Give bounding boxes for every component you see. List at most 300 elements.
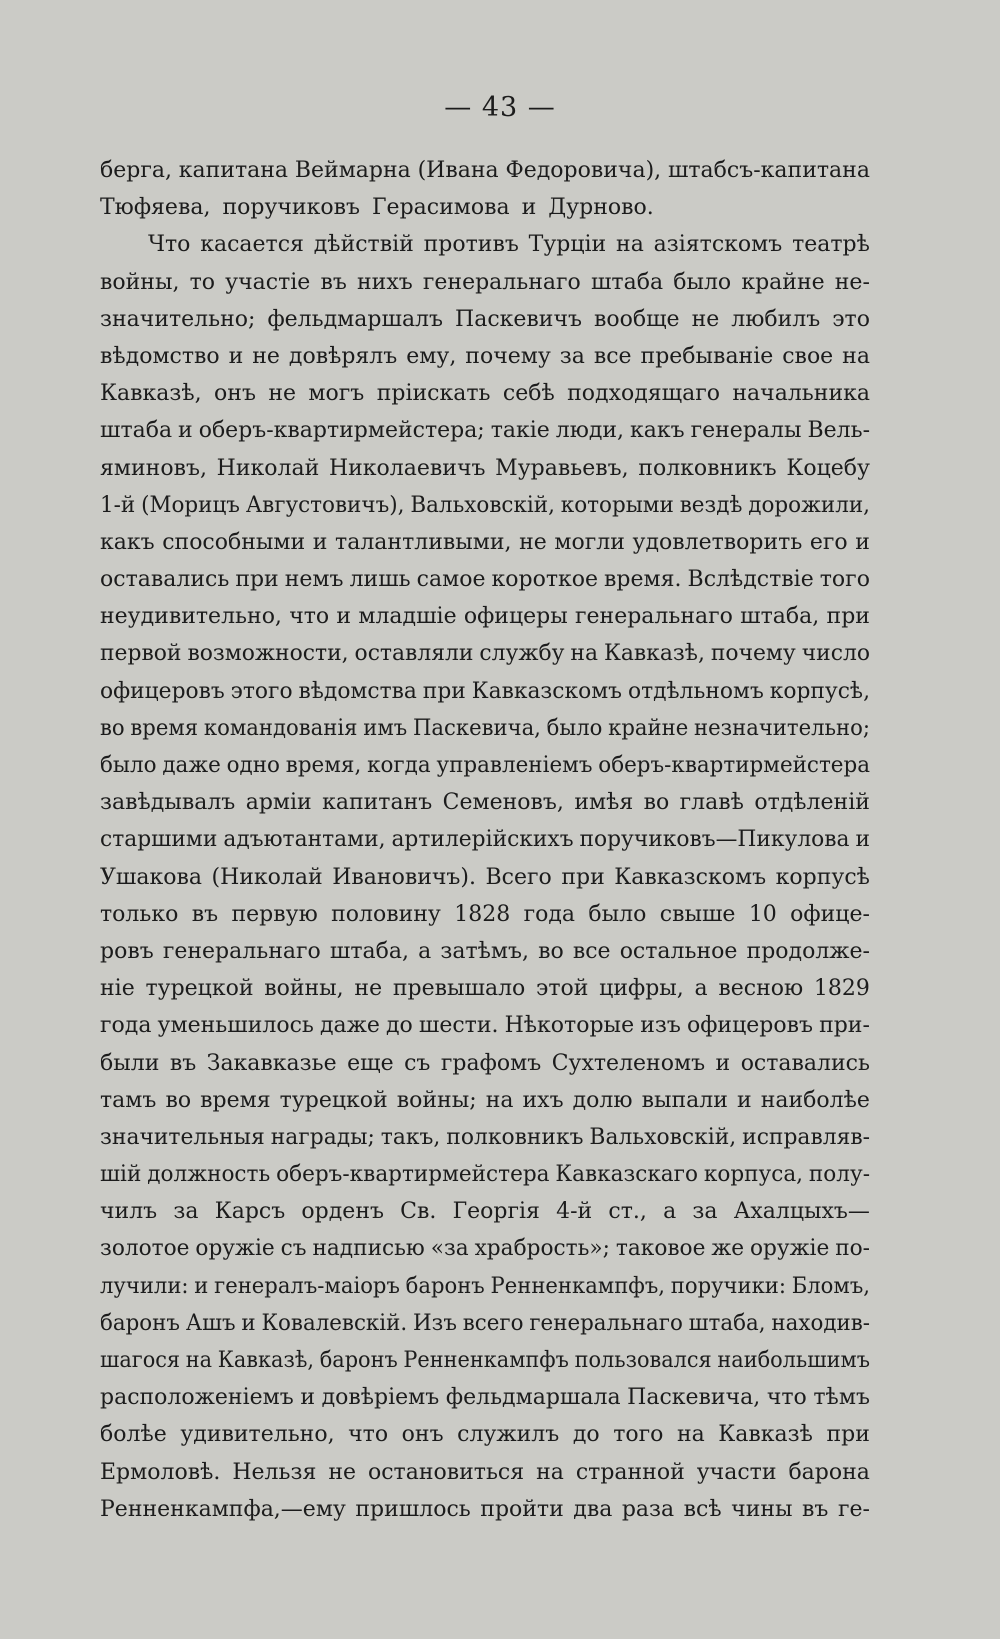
word: поручики: bbox=[670, 1273, 786, 1299]
word: время bbox=[200, 1087, 271, 1113]
word: пройти bbox=[480, 1496, 564, 1522]
word: оружіе bbox=[749, 1236, 830, 1262]
word: войны, bbox=[100, 269, 180, 295]
word: нихъ bbox=[357, 269, 413, 295]
word: Ашъ bbox=[185, 1310, 236, 1336]
word: офицеры bbox=[463, 604, 568, 630]
word: пребываніе bbox=[640, 343, 774, 369]
text-line bbox=[100, 1491, 870, 1528]
word: оставляли bbox=[354, 641, 474, 667]
word: странной bbox=[575, 1459, 685, 1485]
word: офицеровъ bbox=[686, 1013, 813, 1039]
text-line bbox=[100, 561, 870, 598]
word: Паскевича, bbox=[627, 1385, 761, 1411]
word: и bbox=[715, 1050, 731, 1076]
word: не bbox=[268, 381, 297, 407]
text-line bbox=[100, 1193, 870, 1230]
word: ст., bbox=[608, 1199, 647, 1225]
word: же bbox=[711, 1236, 745, 1262]
word: значительныя bbox=[100, 1124, 265, 1150]
word: Ахалцыхъ— bbox=[733, 1199, 870, 1225]
word: арміи bbox=[245, 790, 312, 816]
word: довѣріемъ bbox=[321, 1385, 440, 1411]
word: отдѣленій bbox=[754, 790, 870, 816]
word: оберъ-квартирмейстера; bbox=[198, 418, 485, 444]
word: на bbox=[570, 641, 598, 667]
word: всѣ bbox=[683, 1496, 722, 1522]
word: корпуса, bbox=[703, 1162, 804, 1188]
word: баронъ bbox=[405, 1273, 485, 1299]
word: только bbox=[100, 901, 179, 927]
word: затѣмъ, bbox=[440, 938, 529, 964]
word: войны, bbox=[264, 976, 344, 1002]
word: талантливыми, bbox=[335, 529, 512, 555]
word: онъ bbox=[214, 381, 256, 407]
word: раза bbox=[621, 1496, 675, 1522]
word: «за bbox=[430, 1236, 469, 1262]
word: штаба bbox=[100, 418, 173, 444]
word: 4-й bbox=[556, 1199, 593, 1225]
word: этой bbox=[536, 976, 589, 1002]
word: Нельзя bbox=[232, 1459, 317, 1485]
word: Изъ bbox=[413, 1310, 457, 1336]
word: 1828 bbox=[454, 901, 511, 927]
word: артилерійскихъ bbox=[391, 827, 574, 853]
text-line bbox=[100, 301, 870, 338]
word: Семеновъ, bbox=[442, 790, 564, 816]
word: ему, bbox=[406, 343, 457, 369]
word: Закавказье bbox=[206, 1050, 337, 1076]
word: (Николай bbox=[211, 864, 323, 890]
word: оружіе bbox=[195, 1236, 275, 1262]
word: люди, bbox=[555, 418, 625, 444]
word: яминовъ, bbox=[100, 455, 207, 481]
word: полу- bbox=[808, 1162, 870, 1188]
word: штаба, bbox=[688, 1310, 766, 1336]
word: генеральнаго bbox=[574, 604, 733, 630]
text-line bbox=[100, 1342, 870, 1379]
word: Ренненкампфа,—ему bbox=[100, 1496, 346, 1522]
word: Николаевичъ bbox=[328, 455, 486, 481]
word: первую bbox=[231, 901, 318, 927]
word: продолже- bbox=[746, 938, 870, 964]
word: Ковалевскій. bbox=[261, 1310, 408, 1336]
word: время. bbox=[604, 567, 682, 593]
word: чилъ bbox=[100, 1199, 158, 1225]
word: Бломъ, bbox=[791, 1273, 870, 1299]
text-line bbox=[100, 673, 870, 710]
word: главѣ bbox=[679, 790, 744, 816]
word: два bbox=[573, 1496, 613, 1522]
word: тѣмъ bbox=[813, 1385, 870, 1411]
word: Федоровича), bbox=[505, 158, 662, 183]
word: не bbox=[328, 1459, 357, 1485]
word: года bbox=[523, 901, 576, 927]
word: за bbox=[692, 1199, 718, 1225]
word: Николай bbox=[216, 455, 320, 481]
word: Кавказѣ, bbox=[603, 641, 705, 667]
word: старшими bbox=[100, 827, 218, 853]
word: на bbox=[485, 1087, 514, 1113]
word: Коцебу bbox=[786, 455, 870, 481]
text-line bbox=[100, 784, 870, 821]
word: Кавказскаго bbox=[555, 1162, 698, 1188]
word: храбрость»; bbox=[474, 1236, 610, 1262]
text-line bbox=[100, 1045, 870, 1082]
word: не bbox=[519, 529, 547, 555]
word: и bbox=[241, 1310, 256, 1336]
word: ихъ bbox=[522, 1087, 564, 1113]
word: штаба bbox=[590, 269, 664, 295]
word: генералы bbox=[690, 418, 802, 444]
word: когда bbox=[367, 753, 431, 778]
word: а bbox=[418, 938, 432, 964]
word: дорожили, bbox=[748, 492, 870, 518]
word: полковникъ bbox=[446, 1124, 584, 1150]
word: любилъ bbox=[731, 306, 821, 332]
text-line bbox=[100, 375, 870, 412]
word: офице- bbox=[790, 901, 870, 927]
word: цифры, bbox=[599, 976, 684, 1002]
text-line bbox=[100, 1416, 870, 1453]
word: тамъ bbox=[100, 1087, 157, 1113]
word: при bbox=[826, 1422, 870, 1448]
word: генеральнаго bbox=[529, 1310, 683, 1336]
word: за bbox=[559, 343, 585, 369]
word: штаба, bbox=[329, 938, 409, 964]
word: турецкой bbox=[279, 1087, 388, 1113]
word: въ bbox=[169, 1050, 197, 1076]
word: вѣдомства bbox=[298, 678, 417, 704]
text-line bbox=[100, 1082, 870, 1119]
word: долю bbox=[572, 1087, 633, 1113]
word: Ивановичъ). bbox=[332, 864, 476, 890]
word: немъ bbox=[284, 567, 344, 593]
word: пріискать bbox=[376, 381, 491, 407]
word: наиболѣе bbox=[760, 1087, 870, 1113]
word: при- bbox=[819, 1013, 870, 1039]
word: и bbox=[178, 418, 193, 444]
word: короткое bbox=[491, 567, 599, 593]
word: адъютантами, bbox=[223, 827, 386, 853]
text-line bbox=[100, 450, 870, 487]
word: а bbox=[663, 1199, 677, 1225]
word: и bbox=[300, 1385, 315, 1411]
word: Паскевичъ bbox=[455, 306, 582, 332]
word: корпусѣ, bbox=[769, 678, 870, 704]
text-line bbox=[100, 1454, 870, 1491]
word: оставались bbox=[740, 1050, 870, 1076]
word: этого bbox=[230, 678, 293, 704]
word: Что bbox=[148, 232, 191, 258]
word: незначительно; bbox=[693, 715, 870, 741]
word: не bbox=[691, 306, 720, 332]
word: Вальховскій, bbox=[410, 492, 555, 518]
word: были bbox=[100, 1050, 160, 1076]
word: по- bbox=[835, 1236, 870, 1262]
word: число bbox=[801, 641, 870, 667]
word: 10 bbox=[748, 901, 777, 927]
word: младшіе bbox=[358, 604, 457, 630]
word: въ bbox=[191, 901, 219, 927]
word: генералъ-маіоръ bbox=[214, 1273, 400, 1299]
word: шагося bbox=[100, 1348, 181, 1373]
word: исправляв- bbox=[742, 1124, 870, 1150]
word: что bbox=[289, 604, 330, 630]
word: Тюфяева, bbox=[100, 195, 211, 221]
word: на bbox=[676, 1422, 705, 1448]
word: Георгія bbox=[452, 1199, 540, 1225]
word: онъ bbox=[401, 1422, 444, 1448]
word: превышало bbox=[392, 976, 526, 1002]
word: даже bbox=[319, 1013, 380, 1039]
word: азіятскомъ bbox=[653, 232, 783, 258]
word: до bbox=[386, 1013, 413, 1039]
word: остановиться bbox=[367, 1459, 525, 1485]
word: капитана bbox=[178, 158, 289, 183]
word: того bbox=[613, 1422, 664, 1448]
word: золотое bbox=[100, 1236, 190, 1262]
word: орденъ bbox=[301, 1199, 384, 1225]
word: службу bbox=[479, 641, 565, 667]
word: себѣ bbox=[502, 381, 555, 407]
text-line bbox=[100, 1230, 870, 1267]
page-number: — 43 — bbox=[444, 92, 556, 123]
word: и bbox=[855, 827, 870, 853]
word: офицеровъ bbox=[100, 678, 225, 704]
word: участи bbox=[696, 1459, 777, 1485]
word: командованія bbox=[203, 715, 358, 741]
text-line bbox=[100, 226, 870, 263]
word: Карсъ bbox=[214, 1199, 286, 1225]
word: надписью bbox=[312, 1236, 425, 1262]
word: и bbox=[194, 1273, 209, 1299]
word: пользовался bbox=[574, 1348, 712, 1373]
text-line bbox=[100, 338, 870, 375]
word: шій bbox=[100, 1162, 142, 1188]
word: выпали bbox=[641, 1087, 728, 1113]
word: довѣрялъ bbox=[288, 343, 398, 369]
word: года bbox=[100, 1013, 152, 1039]
word: Кавказскомъ bbox=[471, 678, 623, 704]
word: Турціи bbox=[528, 232, 607, 258]
word: находив- bbox=[771, 1310, 870, 1336]
word: наибольшимъ bbox=[717, 1348, 870, 1373]
word: способными bbox=[162, 529, 306, 555]
word: было bbox=[673, 269, 732, 295]
word: еще bbox=[347, 1050, 394, 1076]
word: что bbox=[766, 1385, 807, 1411]
word: Вель- bbox=[807, 418, 870, 444]
word: въ bbox=[802, 1496, 829, 1522]
word: Ушакова bbox=[100, 864, 202, 890]
word: Кавказѣ bbox=[718, 1422, 813, 1448]
word: время, bbox=[285, 753, 362, 778]
word: могли bbox=[554, 529, 625, 555]
word: Кавказѣ, bbox=[100, 381, 202, 407]
word: Муравьевъ, bbox=[495, 455, 629, 481]
word: его bbox=[809, 529, 848, 555]
word: Ренненкампфъ, bbox=[490, 1273, 666, 1299]
word: значительно; bbox=[100, 306, 256, 332]
text-line bbox=[100, 896, 870, 933]
word: поручиковъ bbox=[222, 195, 360, 221]
word: какъ bbox=[100, 529, 155, 555]
word: уменьшилось bbox=[157, 1013, 314, 1039]
word: за bbox=[173, 1199, 199, 1225]
word: остальное bbox=[619, 938, 738, 964]
word: Кавказѣ, bbox=[217, 1348, 315, 1373]
word: войны; bbox=[396, 1087, 477, 1113]
word: крайне bbox=[741, 269, 825, 295]
word: и bbox=[521, 195, 537, 221]
word: завѣдывалъ bbox=[100, 790, 236, 816]
word: генеральнаго bbox=[162, 938, 321, 964]
text-line bbox=[100, 1305, 870, 1342]
text-line bbox=[100, 970, 870, 1007]
word: штабсъ-капитана bbox=[667, 158, 870, 183]
word: управленіемъ bbox=[436, 753, 593, 778]
word: свое bbox=[782, 343, 834, 369]
word: генеральнаго bbox=[422, 269, 581, 295]
word: Кавказскомъ bbox=[614, 864, 767, 890]
word: 1-й bbox=[100, 492, 136, 518]
text-line bbox=[100, 859, 870, 896]
word: барона bbox=[788, 1459, 870, 1485]
word: (Ивана bbox=[417, 158, 499, 183]
word: Всего bbox=[485, 864, 552, 890]
text-line bbox=[100, 412, 870, 449]
word: почему bbox=[465, 343, 551, 369]
word: штаба, bbox=[740, 604, 820, 630]
word: Ренненкампфъ bbox=[403, 1348, 569, 1373]
word: во bbox=[165, 1087, 192, 1113]
word: Августовичъ), bbox=[245, 492, 405, 518]
text-line bbox=[100, 1268, 870, 1305]
word: начальника bbox=[732, 381, 870, 407]
word: весною bbox=[718, 976, 804, 1002]
word: это bbox=[832, 306, 870, 332]
body-text bbox=[100, 152, 870, 1528]
word: всего bbox=[462, 1310, 524, 1336]
word: участіе bbox=[225, 269, 311, 295]
word: Вальховскій, bbox=[589, 1124, 737, 1150]
word: все bbox=[572, 938, 611, 964]
word: и bbox=[312, 529, 328, 555]
text-line bbox=[100, 1156, 870, 1193]
word: таковое bbox=[615, 1236, 706, 1262]
word: которыми bbox=[560, 492, 674, 518]
word: касается bbox=[200, 232, 304, 258]
word: баронъ bbox=[319, 1348, 398, 1373]
word: ровъ bbox=[100, 938, 154, 964]
word: было bbox=[546, 715, 603, 741]
word: при bbox=[235, 567, 279, 593]
word: неудивительно, bbox=[100, 604, 282, 630]
word: все bbox=[593, 343, 632, 369]
word: Веймарна bbox=[294, 158, 411, 183]
word: Дурново. bbox=[548, 195, 654, 221]
word: лишь bbox=[349, 567, 411, 593]
word: не bbox=[252, 343, 280, 369]
word: такіе bbox=[490, 418, 550, 444]
word: и bbox=[736, 1087, 752, 1113]
word: расположеніемъ bbox=[100, 1385, 294, 1411]
word: имѣя bbox=[574, 790, 634, 816]
word: Герасимова bbox=[371, 195, 510, 221]
word: и bbox=[228, 343, 244, 369]
word: Паскевича, bbox=[412, 715, 541, 741]
word: Св. bbox=[400, 1199, 437, 1225]
word: и bbox=[855, 529, 870, 555]
word: пришлось bbox=[355, 1496, 471, 1522]
word: было bbox=[588, 901, 647, 927]
word: первой bbox=[100, 641, 182, 667]
word: полковникъ bbox=[638, 455, 777, 481]
word: шести. bbox=[418, 1013, 499, 1039]
word: отдѣльномъ bbox=[627, 678, 764, 704]
word: до bbox=[572, 1422, 600, 1448]
text-line bbox=[100, 1007, 870, 1044]
word: дѣйствій bbox=[313, 232, 414, 258]
word: время bbox=[130, 715, 199, 741]
word: одно bbox=[226, 753, 280, 778]
word: капитанъ bbox=[322, 790, 433, 816]
text-line bbox=[100, 1119, 870, 1156]
text-line bbox=[100, 933, 870, 970]
word: Ермоловѣ. bbox=[100, 1459, 221, 1485]
word: служилъ bbox=[457, 1422, 560, 1448]
word: имъ bbox=[363, 715, 408, 741]
word: Нѣкоторые bbox=[504, 1013, 635, 1039]
word: во bbox=[643, 790, 670, 816]
word: свыше bbox=[659, 901, 736, 927]
word: было bbox=[100, 753, 157, 778]
word: что bbox=[348, 1422, 389, 1448]
word: при bbox=[422, 678, 466, 704]
word: оставались bbox=[100, 567, 230, 593]
word: на bbox=[536, 1459, 564, 1485]
word: оберъ-квартирмейстера bbox=[276, 1162, 550, 1188]
text-line bbox=[100, 152, 870, 189]
word: крайне bbox=[608, 715, 689, 741]
word: ніе bbox=[100, 976, 135, 1002]
word: вѣдомство bbox=[100, 343, 220, 369]
word: графомъ bbox=[440, 1050, 542, 1076]
word: а bbox=[694, 976, 708, 1002]
word: и bbox=[336, 604, 352, 630]
word: не bbox=[354, 976, 383, 1002]
word: корпусѣ bbox=[775, 864, 870, 890]
word: ге- bbox=[837, 1496, 870, 1522]
word: награды; bbox=[270, 1124, 375, 1150]
word: того bbox=[819, 567, 870, 593]
word: во bbox=[100, 715, 125, 741]
word: во bbox=[538, 938, 564, 964]
text-line bbox=[100, 598, 870, 635]
text-line bbox=[100, 264, 870, 301]
word: удовлетворить bbox=[632, 529, 803, 555]
word: въ bbox=[320, 269, 347, 295]
text-line bbox=[100, 1379, 870, 1416]
text-line bbox=[100, 487, 870, 524]
word: подходящаго bbox=[567, 381, 720, 407]
word: на bbox=[185, 1348, 213, 1373]
word: возможности, bbox=[187, 641, 349, 667]
word: вообще bbox=[593, 306, 680, 332]
word: самое bbox=[416, 567, 486, 593]
word: берга, bbox=[100, 158, 172, 183]
